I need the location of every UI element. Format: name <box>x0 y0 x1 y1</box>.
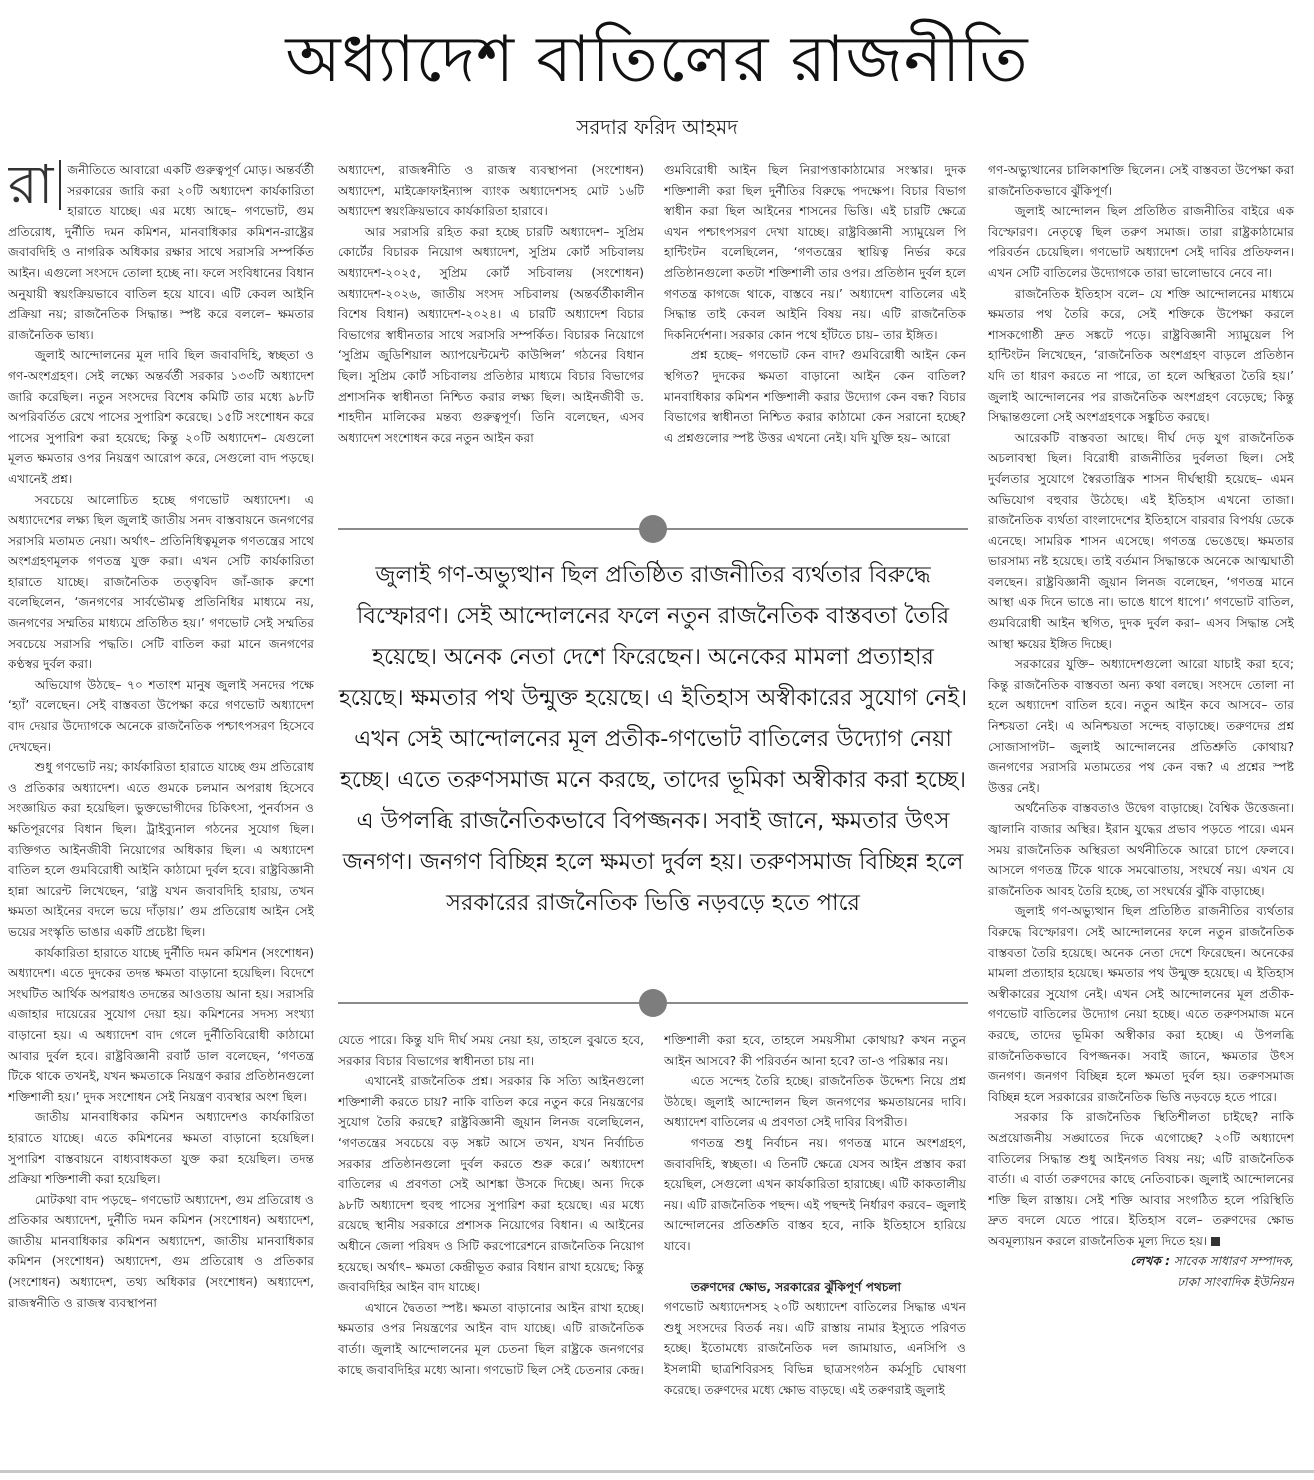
pull-quote: জুলাই গণ-অভ্যুত্থান ছিল প্রতিষ্ঠিত রাজনীতির ব্যর্থতার বিরুদ্ধে বিস্ফোরণ। সেই আন্দোলনের ফলে নতুন রাজনৈতিক বাস্তবতা তৈরি হয়েছে। অনেক নেতা দেশে ফিরেছেন। অনেকের মামলা প্রত্যাহার হয়েছে। ক্ষমতার পথ উন্মুক্ত হয়েছে। এ ইতিহাস অস্বীকারের সুযোগ নেই। এখন সেই আন্দোলনের মূল প্রতীক-গণভোট বাতিলের উদ্যোগ নেয়া হচ্ছে। এতে তরুণসমাজ মনে করছে, তাদের ভূমিকা অস্বীকার করা হচ্ছে। এ উপলব্ধি রাজনৈতিকভাবে বিপজ্জনক। সবাই জানে, ক্ষমতার উৎস জনগণ। জনগণ বিচ্ছিন্ন হলে ক্ষমতা দুর্বল হয়। তরুণসমাজ বিচ্ছিন্ন হলে সরকারের রাজনৈতিক ভিত্তি নড়বড়ে হতে পারে <box>338 562 968 916</box>
paragraph: জুলাই আন্দোলন ছিল প্রতিষ্ঠিত রাজনীতির বাইরে এক বিস্ফোরণ। নেতৃত্বে ছিল তরুণ সমাজ। তারা রাষ্ট্রকাঠামোর পরিবর্তন চেয়েছিল। গণভোট অধ্যাদেশ সেই দাবির প্রতিফলন। এখন সেটি বাতিলের উদ্যোগকে তারা ভালোভাবে নেবে না। <box>988 204 1294 280</box>
paragraph: শক্তিশালী করা হবে, তাহলে সময়সীমা কোথায়? কখন নতুন আইন আসবে? কী পরিবর্তন আনা হবে? তা-ও পরিষ্কার নয়। <box>664 1033 966 1068</box>
paragraph: অর্থনৈতিক বাস্তবতাও উদ্বেগ বাড়াচ্ছে। বৈশ্বিক উত্তেজনা। জ্বালানি বাজার অস্থির। ইরান যুদ্ধের প্রভাব পড়তে পারে। এমন সময় রাজনৈতিক অস্থিরতা অর্থনীতিকে আরো চাপে ফেলবে। আসলে গণতন্ত্র টিকে থাকে সমঝোতায়, সংঘর্ষে নয়। এখন যে রাজনৈতিক আবহ তৈরি হচ্ছে, তা সংঘর্ষের ঝুঁকি বাড়াচ্ছে। <box>988 801 1294 898</box>
paragraph: এতে সন্দেহ তৈরি হচ্ছে। রাজনৈতিক উদ্দেশ্য নিয়ে প্রশ্ন উঠছে। জুলাই আন্দোলন ছিল জনগণের ক্ষমতায়নের দাবি। অধ্যাদেশ বাতিলের এ প্রবণতা সেই দাবির বিপরীত। <box>664 1074 966 1130</box>
author-label: লেখক : <box>1130 1254 1171 1269</box>
article-column-4 <box>988 160 1294 1450</box>
article-column-3-bottom <box>664 1030 966 1450</box>
headline: অধ্যাদেশ বাতিলের রাজনীতি <box>285 23 1029 97</box>
paragraph: রা জনীতিতে আবারো একটি গুরুত্বপূর্ণ মোড়। অন্তর্বর্তী সরকারের জারি করা ২০টি অধ্যাদেশ কার্যকারিতা হারাতে যাচ্ছে। এর মধ্যে আছে– গণভোট, গুম প্রতিরোধ, দুর্নীতি দমন কমিশন, মানবাধিকার কমিশন-রাষ্ট্রের জবাবদিহি ও নাগরিক অধিকার রক্ষার সাথে সরাসরি সম্পর্কিত আইন। এগুলো সংসদে তোলা হচ্ছে না। ফলে সংবিধানের বিধান অনুযায়ী স্বয়ংক্রিয়ভাবে বাতিল হয়ে যাবে। এটি কেবল আইনি প্রক্রিয়া নয়; রাজনৈতিক সিদ্ধান্ত। স্পষ্ট করে বললে– ক্ষমতার রাজনৈতিক ভাষ্য। <box>8 160 314 342</box>
bottom-rule <box>0 1470 1314 1473</box>
paragraph: সরকার কি রাজনৈতিক স্থিতিশীলতা চাইছে? নাকি অপ্রয়োজনীয় সঙ্ঘাতের দিকে এগোচ্ছে? ২০টি অধ্যাদেশ বাতিলের সিদ্ধান্ত শুধু আইনগত বিষয় নয়; এটি রাজনৈতিক বার্তা। এ বার্তা তরুণদের কাছে নেতিবাচক। জুলাই আন্দোলনের শক্তি ছিল রাস্তায়। সেই শক্তি আবার সংগঠিত হলে পরিস্থিতি দ্রুত বদলে যেতে পারে। ইতিহাস বলে– তরুণদের ক্ষোভ অবমূল্যায়ন করলে রাজনৈতিক মূল্য দিতে হয়। <box>988 1110 1294 1248</box>
end-mark-icon <box>1211 1237 1220 1246</box>
paragraph: এখানেই রাজনৈতিক প্রশ্ন। সরকার কি সত্যি আইনগুলো শক্তিশালী করতে চায়? নাকি বাতিল করে নতুন করে নিয়ন্ত্রণের সুযোগ তৈরি করছে? রাষ্ট্রবিজ্ঞানী জুয়ান লিনজ বলেছিলেন, ‘গণতন্ত্রের সবচেয়ে বড় সঙ্কট আসে তখন, যখন নির্বাচিত সরকার প্রতিষ্ঠানগুলো দুর্বল করতে শুরু করে।’ অধ্যাদেশ বাতিলের এ প্রবণতা সেই আশঙ্কা উসকে দিচ্ছে। অন্য দিকে ৯৮টি অধ্যাদেশ হুবহু পাসের সুপারিশ করা হয়েছে। এর মধ্যে রয়েছে স্থানীয় সরকারে প্রশাসক নিয়োগের বিধান। এ আইনের অধীনে জেলা পরিষদ ও সিটি করপোরেশনে রাজনৈতিক নিয়োগ হয়েছে। অর্থাৎ– ক্ষমতা কেন্দ্রীভূত করার বিধান রাখা হয়েছে; কিন্তু জবাবদিহির আইন বাদ যাচ্ছে। <box>338 1074 644 1295</box>
paragraph: শুধু গণভোট নয়; কার্যকারিতা হারাতে যাচ্ছে গুম প্রতিরোধ ও প্রতিকার অধ্যাদেশ। এতে গুমকে চলমান অপরাধ হিসেবে সংজ্ঞায়িত করা হয়েছিল। ভুক্তভোগীদের চিকিৎসা, পুনর্বাসন ও ক্ষতিপূরণের বিধান ছিল। ট্রাইব্যুনাল গঠনের সুযোগ ছিল। ব্যক্তিগত আইনজীবী নিয়োগের অধিকার ছিল। এ অধ্যাদেশ বাতিল হলে গুমবিরোধী আইনি কাঠামো দুর্বল হবে। রাষ্ট্রবিজ্ঞানী হান্না আরেন্ট লিখেছেন, ‘রাষ্ট্র যখন জবাবদিহি হারায়, তখন ক্ষমতা আইনের বদলে ভয়ে দাঁড়ায়।’ গুম প্রতিরোধ আইন সেই ভয়ের সংস্কৃতি ভাঙার একটি প্রচেষ্টা ছিল। <box>8 760 314 939</box>
paragraph: অভিযোগ উঠছে– ৭০ শতাংশ মানুষ জুলাই সনদের পক্ষে ‘হ্যাঁ’ বলেছেন। সেই বাস্তবতা উপেক্ষা করে গণভোট অধ্যাদেশ বাদ দেয়ার উদ্যোগকে অনেকে রাজনৈতিক পশ্চাৎপসরণ হিসেবে দেখছেন। <box>8 677 314 754</box>
article-column-1 <box>8 160 314 1450</box>
article-column-3-top <box>664 160 966 500</box>
drop-cap: রা <box>8 160 61 210</box>
paragraph: গুমবিরোধী আইন ছিল নিরাপত্তাকাঠামোর সংস্কার। দুদক শক্তিশালী করা ছিল দুর্নীতির বিরুদ্ধে পদক্ষেপ। বিচার বিভাগ স্বাধীন করা ছিল আইনের শাসনের ভিত্তি। এই চারটি ক্ষেত্রে এখন পশ্চাৎপসরণ দেখা যাচ্ছে। রাষ্ট্রবিজ্ঞানী স্যামুয়েল পি হান্টিংটন বলেছিলেন, ‘গণতন্ত্রের স্থায়িত্ব নির্ভর করে প্রতিষ্ঠানগুলো কতটা শক্তিশালী তার ওপর। প্রতিষ্ঠান দুর্বল হলে গণতন্ত্র কাগজে থাকে, বাস্তবে নয়।’ অধ্যাদেশ বাতিলের এই সিদ্ধান্ত তাই কেবল আইনি বিষয় নয়। এটি রাজনৈতিক দিকনির্দেশনা। সরকার কোন পথে হাঁটতে চায়– তার ইঙ্গিত। <box>664 163 966 342</box>
paragraph: জাতীয় মানবাধিকার কমিশন অধ্যাদেশও কার্যকারিতা হারাতে যাচ্ছে। এতে কমিশনের ক্ষমতা বাড়ানো হয়েছিল। সুপারিশ বাস্তবায়নে বাধ্যবাধকতা যুক্ত করা হয়েছিল। তদন্ত প্রক্রিয়া শক্তিশালী করা হয়েছিল। <box>8 1110 314 1187</box>
paragraph: প্রশ্ন হচ্ছে– গণভোট কেন বাদ? গুমবিরোধী আইন কেন স্থগিত? দুদকের ক্ষমতা বাড়ানো আইন কেন বাতিল? মানবাধিকার কমিশন শক্তিশালী করার উদ্যোগ কেন বন্ধ? বিচার বিভাগের স্বাধীনতা নিশ্চিত করার কাঠামো কেন সরানো হচ্ছে? এ প্রশ্নগুলোর স্পষ্ট উত্তর এখনো নেই। যদি যুক্তি হয়– আরো <box>664 348 966 445</box>
paragraph: আরেকটি বাস্তবতা আছে। দীর্ঘ দেড় যুগ রাজনৈতিক অচলাবস্থা ছিল। বিরোধী রাজনীতির দুর্বলতা ছিল। সেই দুর্বলতার সুযোগে স্বৈরতান্ত্রিক শাসন দীর্ঘস্থায়ী হয়েছে– এমন অভিযোগ বহুবার উঠেছে। এই ইতিহাস এখনো তাজা। রাজনৈতিক ব্যর্থতা বাংলাদেশের ইতিহাসে বারবার বিপর্যয় ডেকে এনেছে। সামরিক শাসন এসেছে। গণতন্ত্র ভেঙেছে। ক্ষমতার ভারসাম্য নষ্ট হয়েছে। তাই বর্তমান সিদ্ধান্তকে অনেকে আত্মঘাতী বলছেন। রাষ্ট্রবিজ্ঞানী জুয়ান লিনজ বলেছেন, ‘গণতন্ত্র মানে আস্থা এক দিনে ভাঙে না। ভাঙে ধাপে ধাপে।’ গণভোট বাতিল, গুমবিরোধী আইন স্থগিত, দুদক দুর্বল করা– এসব সিদ্ধান্ত সেই আস্থা ক্ষয়ের ইঙ্গিত দিচ্ছে। <box>988 430 1294 651</box>
divider-dot-icon <box>639 515 667 543</box>
paragraph: মোটকথা বাদ পড়ছে– গণভোট অধ্যাদেশ, গুম প্রতিরোধ ও প্রতিকার অধ্যাদেশ, দুর্নীতি দমন কমিশন (সংশোধন) অধ্যাদেশ, জাতীয় মানবাধিকার কমিশন অধ্যাদেশ, জাতীয় মানবাধিকার কমিশন (সংশোধন) অধ্যাদেশ, গুম প্রতিরোধ ও প্রতিকার (সংশোধন) অধ্যাদেশ, তথ্য অধিকার (সংশোধন) অধ্যাদেশ, রাজস্বনীতি ও রাজস্ব ব্যবস্থাপনা <box>8 1192 314 1310</box>
divider-dot-icon <box>639 989 667 1017</box>
paragraph: জুলাই গণ-অভ্যুত্থান ছিল প্রতিষ্ঠিত রাজনীতির ব্যর্থতার বিরুদ্ধে বিস্ফোরণ। সেই আন্দোলনের ফলে নতুন রাজনৈতিক বাস্তবতা তৈরি হয়েছে। অনেক নেতা দেশে ফিরেছেন। অনেকের মামলা প্রত্যাহার হয়েছে। ক্ষমতার পথ উন্মুক্ত হয়েছে। এ ইতিহাস অস্বীকারের সুযোগ নেই। এখন সেই আন্দোলনের মূল প্রতীক-গণভোট বাতিলের উদ্যোগ নেয়া হচ্ছে। এতে তরুণসমাজ মনে করছে, তাদের ভূমিকা অস্বীকার করা হচ্ছে। এ উপলব্ধি রাজনৈতিকভাবে বিপজ্জনক। সবাই জানে, ক্ষমতার উৎস জনগণ। জনগণ বিচ্ছিন্ন হলে ক্ষমতা দুর্বল হয়। তরুণসমাজ বিচ্ছিন্ন হলে সরকারের রাজনৈতিক ভিত্তি নড়বড়ে হতে পারে। <box>988 904 1294 1104</box>
paragraph: সরকারের যুক্তি– অধ্যাদেশগুলো আরো যাচাই করা হবে; কিন্তু রাজনৈতিক বাস্তবতা অন্য কথা বলছে। সংসদে তোলা না হলে অধ্যাদেশ বাতিল হবে। নতুন আইন কবে আসবে– তার নিশ্চয়তা নেই। এ অনিশ্চয়তা সন্দেহ বাড়াচ্ছে। তরুণদের প্রশ্ন সোজাসাপটা– জুলাই আন্দোলনের প্রতিশ্রুতি কোথায়? জনগণের সরাসরি মতামতের পথ কেন বন্ধ? এ প্রশ্নের স্পষ্ট উত্তর নেই। <box>988 657 1294 795</box>
author-note: লেখক : সাবেক সাধারণ সম্পাদক, <box>1130 1254 1294 1269</box>
paragraph: আর সরাসরি রহিত করা হচ্ছে চারটি অধ্যাদেশ– সুপ্রিম কোর্টের বিচারক নিয়োগ অধ্যাদেশ, সুপ্রিম কোর্ট সচিবালয় অধ্যাদেশ-২০২৫, সুপ্রিম কোর্ট সচিবালয় (সংশোধন) অধ্যাদেশ-২০২৬, জাতীয় সংসদ সচিবালয় (অন্তর্বর্তীকালীন বিশেষ বিধান) অধ্যাদেশ-২০২৪। এ চারটি অধ্যাদেশ বিচার বিভাগের স্বাধীনতার সাথে সরাসরি সম্পর্কিত। বিচারক নিয়োগে ‘সুপ্রিম জুডিশিয়াল অ্যাপয়েন্টমেন্ট কাউন্সিল’ গঠনের বিধান ছিল। সুপ্রিম কোর্ট সচিবালয় প্রতিষ্ঠার মাধ্যমে বিচার বিভাগের প্রশাসনিক স্বাধীনতা নিশ্চিত করার লক্ষ্য ছিল। আইনজীবী ড. শাহদীন মালিকের মন্তব্য গুরুত্বপূর্ণ। তিনি বলেছেন, এসব অধ্যাদেশ সংশোধন করে নতুন আইন করা <box>338 224 644 445</box>
article-column-2-bottom <box>338 1030 644 1450</box>
paragraph: গণ-অভ্যুত্থানের চালিকাশক্তি ছিলেন। সেই বাস্তবতা উপেক্ষা করা রাজনৈতিকভাবে ঝুঁকিপূর্ণ। <box>988 163 1294 198</box>
paragraph: এখানে দ্বৈততা স্পষ্ট। ক্ষমতা বাড়ানোর আইন রাখা হচ্ছে। ক্ষমতার ওপর নিয়ন্ত্রণের আইন বাদ যাচ্ছে। এটি রাজনৈতিক বার্তা। জুলাই আন্দোলনের মূল চেতনা ছিল রাষ্ট্রকে জনগণের কাছে জবাবদিহির মধ্যে আনা। গণভোট ছিল সেই চেতনার কেন্দ্র। <box>338 1300 644 1377</box>
paragraph: যেতে পারে। কিন্তু যদি দীর্ঘ সময় নেয়া হয়, তাহলে বুঝতে হবে, সরকার বিচার বিভাগের স্বাধীনতা চায় না। <box>338 1033 644 1068</box>
author-note-line2: ঢাকা সাংবাদিক ইউনিয়ন <box>1177 1275 1294 1290</box>
paragraph: গণতন্ত্র শুধু নির্বাচন নয়। গণতন্ত্র মানে অংশগ্রহণ, জবাবদিহি, স্বচ্ছতা। এ তিনটি ক্ষেত্রে যেসব আইন প্রস্তাব করা হয়েছিল, সেগুলো এখন কার্যকারিতা হারাচ্ছে। এটি কাকতালীয় নয়। এটি রাজনৈতিক পছন্দ। এই পছন্দই নির্ধারণ করবে– জুলাই আন্দোলনের প্রতিশ্রুতি বাস্তব হবে, নাকি ইতিহাসে হারিয়ে যাবে। <box>664 1135 966 1253</box>
section-subheading: তরুণদের ক্ষোভ, সরকারের ঝুঁকিপূর্ণ পথচলা <box>690 1279 902 1294</box>
byline: সরদার ফরিদ আহমদ <box>576 115 738 139</box>
paragraph: রাজনৈতিক ইতিহাস বলে– যে শক্তি আন্দোলনের মাধ্যমে ক্ষমতার পথ তৈরি করে, সেই শক্তিকে উপেক্ষা করলে শাসকগোষ্ঠী দ্রুত সঙ্কটে পড়ে। রাষ্ট্রবিজ্ঞানী স্যামুয়েল পি হান্টিংটন লিখেছেন, ‘রাজনৈতিক অংশগ্রহণ বাড়লে প্রতিষ্ঠান যদি তা ধারণ করতে না পারে, তা হলে অস্থিরতা তৈরি হয়।’ জুলাই আন্দোলনের পর রাজনৈতিক অংশগ্রহণ বেড়েছে; কিন্তু সিদ্ধান্তগুলো সেই অংশগ্রহণকে সঙ্কুচিত করছে। <box>988 286 1294 425</box>
paragraph: সবচেয়ে আলোচিত হচ্ছে গণভোট অধ্যাদেশ। এ অধ্যাদেশের লক্ষ্য ছিল জুলাই জাতীয় সনদ বাস্তবায়নে জনগণের সরাসরি মতামত নেয়া। অর্থাৎ– প্রতিনিধিত্বমূলক গণতন্ত্রের সাথে অংশগ্রহণমূলক গণতন্ত্র যুক্ত করা। এখন সেটি কার্যকারিতা হারাতে যাচ্ছে। রাজনৈতিক তত্ত্ববিদ জাঁ-জাক রুশো বলেছিলেন, ‘জনগণের সার্বভৌমত্ব প্রতিনিধির মাধ্যমে নয়, জনগণের সম্মতির মাধ্যমে প্রতিষ্ঠিত হয়।’ গণভোট সেই সম্মতির সবচেয়ে সরাসরি পদ্ধতি। সেটি বাতিল করা মানে জনগণের কণ্ঠস্বর দুর্বল করা। <box>8 492 314 672</box>
paragraph: অধ্যাদেশ, রাজস্বনীতি ও রাজস্ব ব্যবস্থাপনা (সংশোধন) অধ্যাদেশ, মাইক্রোফাইন্যান্স ব্যাংক অধ্যাদেশসহ মোট ১৬টি অধ্যাদেশ স্বয়ংক্রিয়ভাবে কার্যকারিতা হারাবে। <box>338 163 644 219</box>
article-column-2-top <box>338 160 644 500</box>
paragraph: কার্যকারিতা হারাতে যাচ্ছে দুর্নীতি দমন কমিশন (সংশোধন) অধ্যাদেশ। এতে দুদকের তদন্ত ক্ষমতা বাড়ানো হয়েছিল। বিদেশে সংঘটিত আর্থিক অপরাধও তদন্তের আওতায় আনা হয়। সরাসরি এজাহার দায়েরের সুযোগ দেয়া হয়। কমিশনের সদস্য সংখ্যা বাড়ানো হয়। এ অধ্যাদেশ বাদ গেলে দুর্নীতিবিরোধী কাঠামো আবার দুর্বল হবে। রাষ্ট্রবিজ্ঞানী রবার্ট ডাল বলেছেন, ‘গণতন্ত্র টিকে থাকে তখনই, যখন ক্ষমতাকে নিয়ন্ত্রণ করার প্রতিষ্ঠানগুলো শক্তিশালী হয়।’ দুদক সংশোধন সেই নিয়ন্ত্রণ ব্যবস্থার অংশ ছিল। <box>8 945 314 1104</box>
paragraph: গণভোট অধ্যাদেশসহ ২০টি অধ্যাদেশ বাতিলের সিদ্ধান্ত এখন শুধু সংসদের বিতর্ক নয়। এটি রাস্তায় নামার ইস্যুতে পরিণত হচ্ছে। ইতোমধ্যে রাজনৈতিক দল জামায়াত, এনসিপি ও ইসলামী ছাত্রশিবিরসহ বিভিন্ন ছাত্রসংগঠন কর্মসূচি ঘোষণা করেছে। তরুণদের মধ্যে ক্ষোভ বাড়ছে। এই তরুণরাই জুলাই <box>664 1300 966 1397</box>
paragraph: জুলাই আন্দোলনের মূল দাবি ছিল জবাবদিহি, স্বচ্ছতা ও গণ-অংশগ্রহণ। সেই লক্ষ্যে অন্তর্বর্তী সরকার ১৩৩টি অধ্যাদেশ জারি করেছিল। নতুন সংসদের বিশেষ কমিটি তার মধ্যে ৯৮টি অপরিবর্তিত রেখে পাসের সুপারিশ করেছে। ১৫টি সংশোধন করে পাসের সুপারিশ করা হয়েছে; কিন্তু ২০টি অধ্যাদেশ– যেগুলো মূলত ক্ষমতার ওপর নিয়ন্ত্রণ আরোপ করে, সেগুলো বাদ পড়ছে। এখানেই প্রশ্ন। <box>8 348 314 486</box>
